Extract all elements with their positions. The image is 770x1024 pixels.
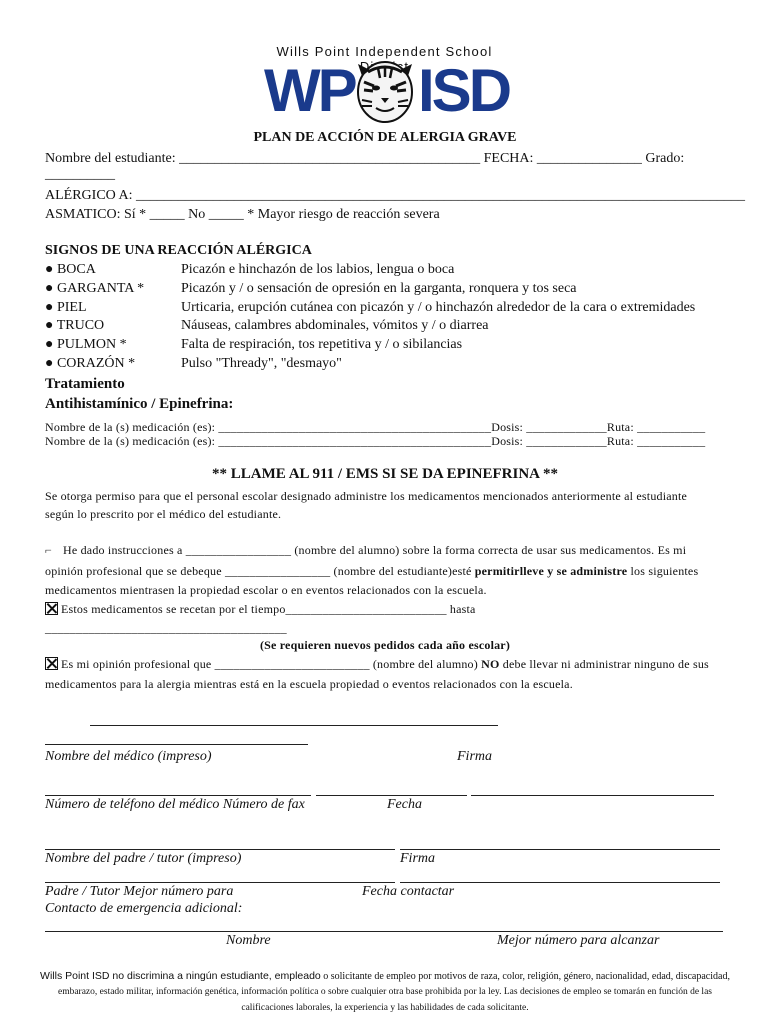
sign-label: ● BOCA	[45, 262, 96, 277]
sign-desc: Pulso "Thready", "desmayo"	[181, 356, 342, 371]
not-carry-line-1	[45, 657, 709, 672]
emergency-contact-label: Contacto de emergencia adicional:	[45, 901, 243, 916]
treatment-subheading: Antihistamínico / Epinefrina:	[45, 396, 234, 412]
instructed-line-3: medicamentos mientrasen la propiedad escolar o en eventos relacionados con la escuela.	[45, 583, 487, 597]
checked-box-icon[interactable]	[45, 657, 58, 670]
signature-line	[400, 849, 720, 850]
medication-line-1: Nombre de la (s) medicación (es): ____________________________________________Dosis: _____________Ruta: ___________	[45, 420, 706, 434]
sign-label: ● TRUCO	[45, 318, 105, 333]
sign-label: ● PULMON *	[45, 337, 127, 352]
instructed-text: los siguientes	[627, 564, 699, 578]
signature-line	[316, 795, 467, 796]
signature-line	[90, 725, 498, 726]
asthma-line: ASMATICO: Sí * _____ No _____ * Mayor riesgo de reacción severa	[45, 207, 440, 222]
instructed-text: opinión profesional que se debeque _________________ (nombre del estudiante)esté	[45, 564, 475, 578]
parent-signature-label: Firma	[400, 851, 435, 866]
sign-label: ● GARGANTA *	[45, 281, 145, 296]
sign-label: ● CORAZÓN *	[45, 356, 136, 371]
date-contact-label: Fecha contactar	[362, 884, 455, 899]
not-carry-bold-text: NO	[481, 657, 500, 671]
sign-label: ● PIEL	[45, 300, 87, 315]
yearly-orders-note: (Se requieren nuevos pedidos cada año escolar)	[259, 638, 511, 652]
instructed-line-1	[45, 543, 686, 558]
prescribed-line-1	[45, 602, 476, 617]
medication-line-2: Nombre de la (s) medicación (es): ____________________________________________Dosis: _____________Ruta: ___________	[45, 434, 706, 448]
checked-box-icon[interactable]	[45, 602, 58, 615]
sign-desc: Náuseas, calambres abdominales, vómitos y / o diarrea	[181, 318, 489, 333]
best-number-label: Padre / Tutor Mejor número para	[45, 884, 234, 899]
permission-line-2: según lo prescrito por el médico del estudiante.	[45, 507, 282, 521]
footer-line-1	[30, 968, 740, 985]
form-title: PLAN DE ACCIÓN DE ALERGIA GRAVE	[253, 130, 517, 145]
signature-label: Firma	[457, 749, 492, 764]
sign-desc: Picazón y / o sensación de opresión en la garganta, ronquera y tos seca	[181, 281, 577, 296]
sign-desc: Falta de respiración, tos repetitiva y / o sibilancias	[181, 337, 463, 352]
signature-line	[400, 882, 720, 883]
signature-line	[45, 849, 395, 850]
district-name: Wills Point Independent School	[276, 44, 493, 59]
district-logo	[262, 44, 510, 126]
not-carry-text: Es mi opinión profesional que _________________________ (nombre del alumno)	[61, 657, 482, 671]
date-label: Fecha	[387, 797, 422, 812]
logo-wp: WP	[264, 57, 355, 124]
tiger-icon	[354, 58, 416, 124]
allergic-to-line: ALÉRGICO A: _______________________________________________________________________________________	[45, 188, 745, 203]
footer-line-3: calificaciones laborales, la experiencia y las habilidades de cada solicitante.	[241, 1003, 529, 1013]
not-carry-text: debe llevar ni administrar ninguno de sus	[499, 657, 709, 671]
parent-name-label: Nombre del padre / tutor (impreso)	[45, 851, 242, 866]
not-carry-line-2: medicamentos para la alergia mientras está en la escuela propiedad o eventos relacionados con la escuela.	[45, 677, 573, 691]
sign-desc: Picazón e hinchazón de los labios, lengua o boca	[181, 262, 455, 277]
instructed-bold-text: permitirlleve y se administre	[474, 564, 628, 578]
instructed-text: He dado instrucciones a _________________ (nombre del alumno) sobre la forma correcta de usar sus medicamentos. Es mi	[63, 543, 687, 557]
treatment-heading: Tratamiento	[45, 376, 125, 392]
signature-line	[45, 931, 723, 932]
call-911-notice: ** LLAME AL 911 / EMS SI SE DA EPINEFRINA **	[212, 466, 558, 482]
footer-text: o solicitante de empleo por motivos de raza, color, religión, género, nacionalidad, edad, discapacidad,	[323, 971, 730, 982]
phone-fax-label: Número de teléfono del médico Número de fax	[45, 797, 305, 812]
signs-heading: SIGNOS DE UNA REACCIÓN ALÉRGICA	[45, 243, 312, 258]
prescribed-line-2: _______________________________________	[45, 621, 287, 635]
signature-line	[45, 744, 308, 745]
prescribed-text: Estos medicamentos se recetan por el tiempo__________________________ hasta	[61, 602, 476, 616]
best-reach-label: Mejor número para alcanzar	[497, 933, 660, 948]
signature-line	[45, 795, 311, 796]
footer-line-2: embarazo, estado militar, información genética, información política o sobre cualquier otra base prohibida por la ley. Las decisiones de empleo se tomarán en función de las	[57, 987, 712, 997]
permission-line-1: Se otorga permiso para que el personal escolar designado administre los medicamentos mencionados anteriormente al estudiante	[45, 489, 688, 503]
logo-isd: ISD	[418, 57, 510, 124]
instructed-line-2	[45, 564, 698, 579]
signature-line	[471, 795, 714, 796]
doctor-name-label: Nombre del médico (impreso)	[45, 749, 212, 764]
student-line: Nombre del estudiante: ___________________________________________ FECHA: _______________ Grado:	[45, 151, 685, 166]
signature-line	[45, 882, 395, 883]
sign-desc: Urticaria, erupción cutánea con picazón y / o hinchazón alrededor de la cara o extremidades	[181, 300, 696, 315]
footer-text: Wills Point ISD no discrimina a ningún estudiante, empleado	[40, 970, 321, 982]
grade-blank: __________	[45, 167, 115, 182]
corner-mark-icon: ⌐	[45, 543, 52, 557]
name-label: Nombre	[226, 933, 271, 948]
